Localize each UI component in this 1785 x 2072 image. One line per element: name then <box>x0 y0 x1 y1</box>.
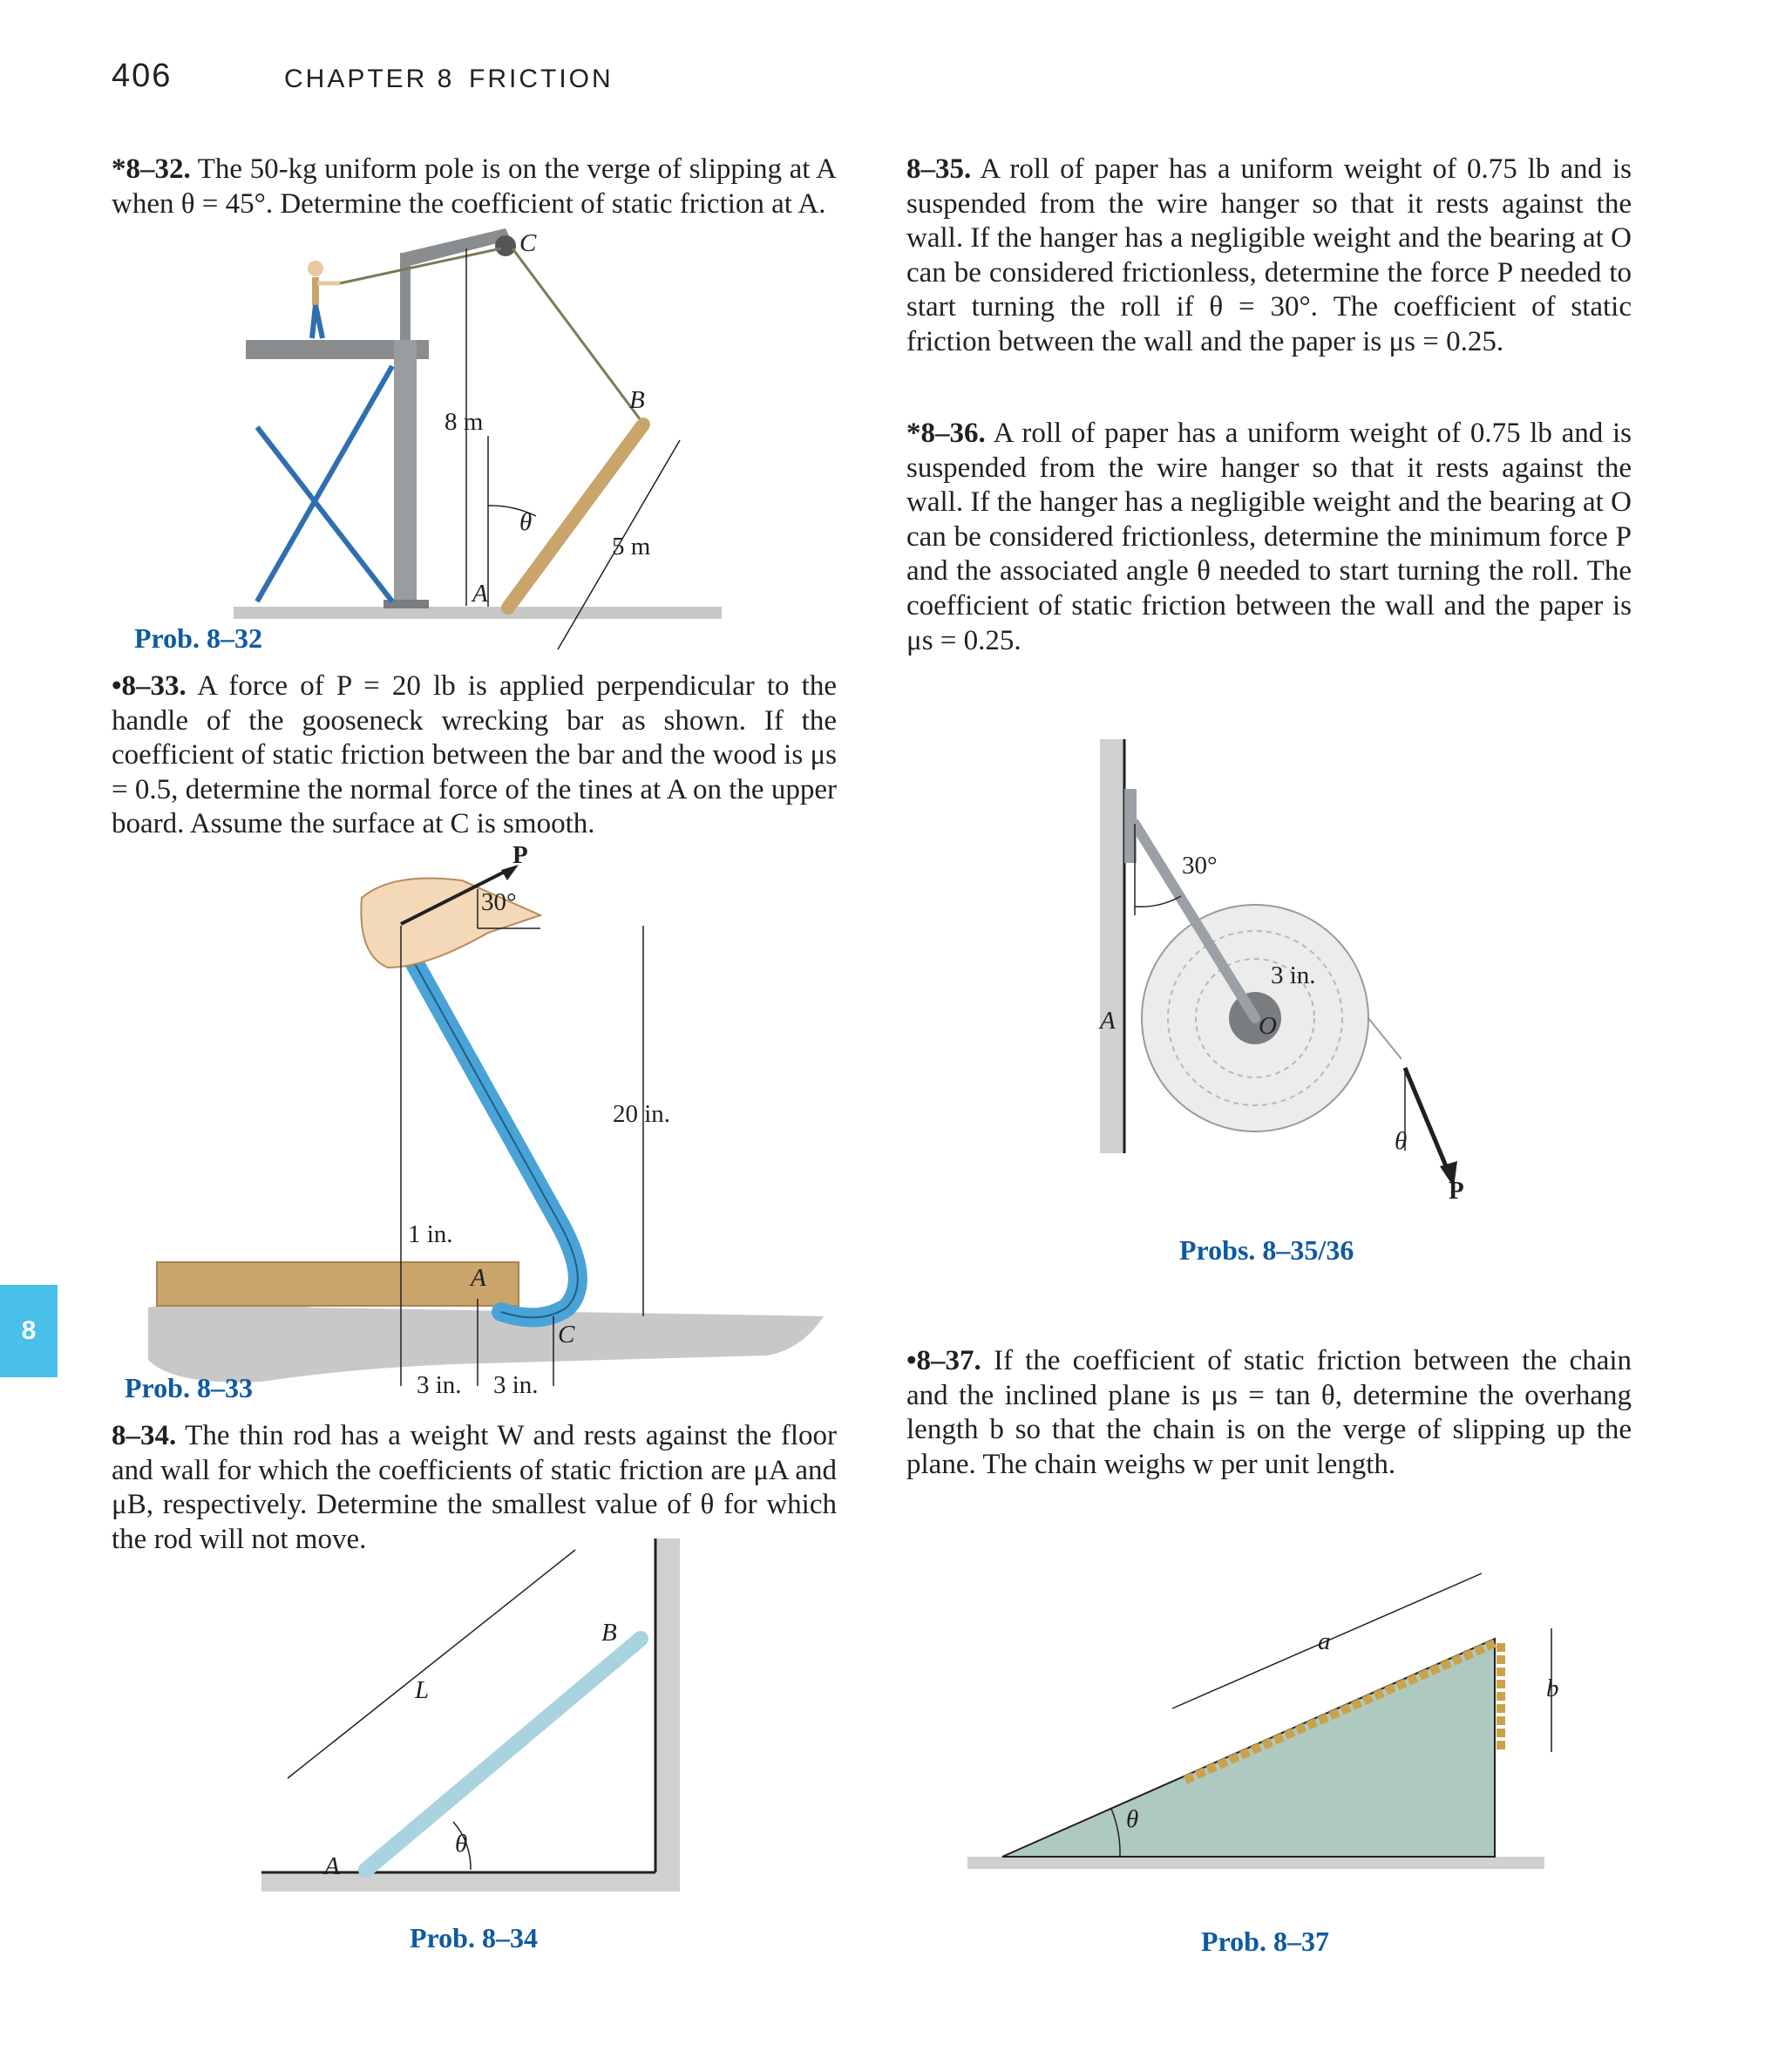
problem-number: *8–32. <box>112 153 191 185</box>
problem-statement: A force of P = 20 lb is applied perpendicular to the handle of the gooseneck wrecking bar as shown. If the coefficient of static friction between the bar and the wood is μs = 0.5, determine the normal force of the tines at A on the upper board. Assume the surface at C is smooth. <box>112 670 837 840</box>
label-angle: 30° <box>1182 852 1218 880</box>
label-p: P <box>512 841 528 869</box>
label-b: B <box>601 1619 617 1647</box>
label-3in-left: 3 in. <box>417 1371 462 1399</box>
label-1in: 1 in. <box>408 1220 453 1248</box>
label-theta: θ <box>455 1830 468 1858</box>
problem-statement: A roll of paper has a uniform weight of 0.75 lb and is suspended from the wire hanger so that it rests against the wall. If the hanger has a negligible weight and the bearing at O can be considered frictionless, determine the minimum force P and the associated angle θ needed to start turning the roll. The coefficient of static friction between the wall and the paper is μs = 0.25. <box>906 418 1632 656</box>
problem-statement: A roll of paper has a uniform weight of 0.75 lb and is suspended from the wire hanger so that it rests against the wall. If the hanger has a negligible weight and the bearing at O can be considered frictionless, determine the force P needed to start turning the roll if θ = 30°. The coefficient of static friction between the wall and the paper is μs = 0.25. <box>906 153 1632 357</box>
label-radius: 3 in. <box>1271 961 1316 989</box>
label-theta: θ <box>1395 1127 1408 1155</box>
label-c: C <box>558 1321 575 1348</box>
label-length: 5 m <box>612 533 651 560</box>
label-c: C <box>519 229 537 257</box>
caption-8-37: Prob. 8–37 <box>1201 1926 1329 1957</box>
label-3in-right: 3 in. <box>493 1371 539 1399</box>
label-l: L <box>415 1676 430 1704</box>
problem-statement: If the coefficient of static friction between the chain and the inclined plane is μs = tan θ, determine the overhang length b so that the chain is on the verge of slipping up the plane. The chain weighs w per unit length. <box>906 1345 1632 1480</box>
problem-number: *8–36. <box>906 418 986 449</box>
problem-number: 8–34. <box>112 1420 177 1451</box>
label-o: O <box>1259 1012 1277 1040</box>
chapter-side-tab: 8 <box>0 1285 58 1377</box>
page-number: 406 <box>112 58 173 94</box>
caption-8-34: Prob. 8–34 <box>410 1922 538 1953</box>
caption-8-32: Prob. 8–32 <box>134 622 262 654</box>
caption-8-33: Prob. 8–33 <box>125 1372 253 1403</box>
label-angle: 30° <box>481 888 517 916</box>
label-height: 8 m <box>445 408 484 436</box>
ground <box>967 1857 1544 1869</box>
problem-number: •8–33. <box>112 670 187 702</box>
problem-statement: The thin rod has a weight W and rests against the floor and wall for which the coefficients of static friction are μA and μB, respectively. Determine the smallest value of θ for which the rod will not move. <box>112 1420 838 1555</box>
label-a: A <box>472 580 488 608</box>
label-b: b <box>1546 1675 1559 1702</box>
caption-8-35-36: Probs. 8–35/36 <box>1179 1234 1354 1266</box>
chapter-label: CHAPTER 8 <box>284 65 455 93</box>
problem-number: •8–37. <box>906 1345 981 1376</box>
label-a: a <box>1318 1627 1331 1655</box>
label-a: A <box>471 1264 486 1292</box>
chapter-title: FRICTION <box>469 65 614 93</box>
label-b: B <box>629 386 645 414</box>
problem-number: 8–35. <box>906 153 972 185</box>
label-theta: θ <box>519 508 533 536</box>
label-a: A <box>324 1852 340 1880</box>
label-a: A <box>1100 1007 1116 1035</box>
problem-statement: The 50-kg uniform pole is on the verge of slipping at A when θ = 45°. Determine the coefficient of static friction at A. <box>112 153 837 220</box>
label-p: P <box>1449 1177 1464 1205</box>
label-theta: θ <box>1126 1805 1139 1833</box>
label-height: 20 in. <box>613 1100 671 1128</box>
